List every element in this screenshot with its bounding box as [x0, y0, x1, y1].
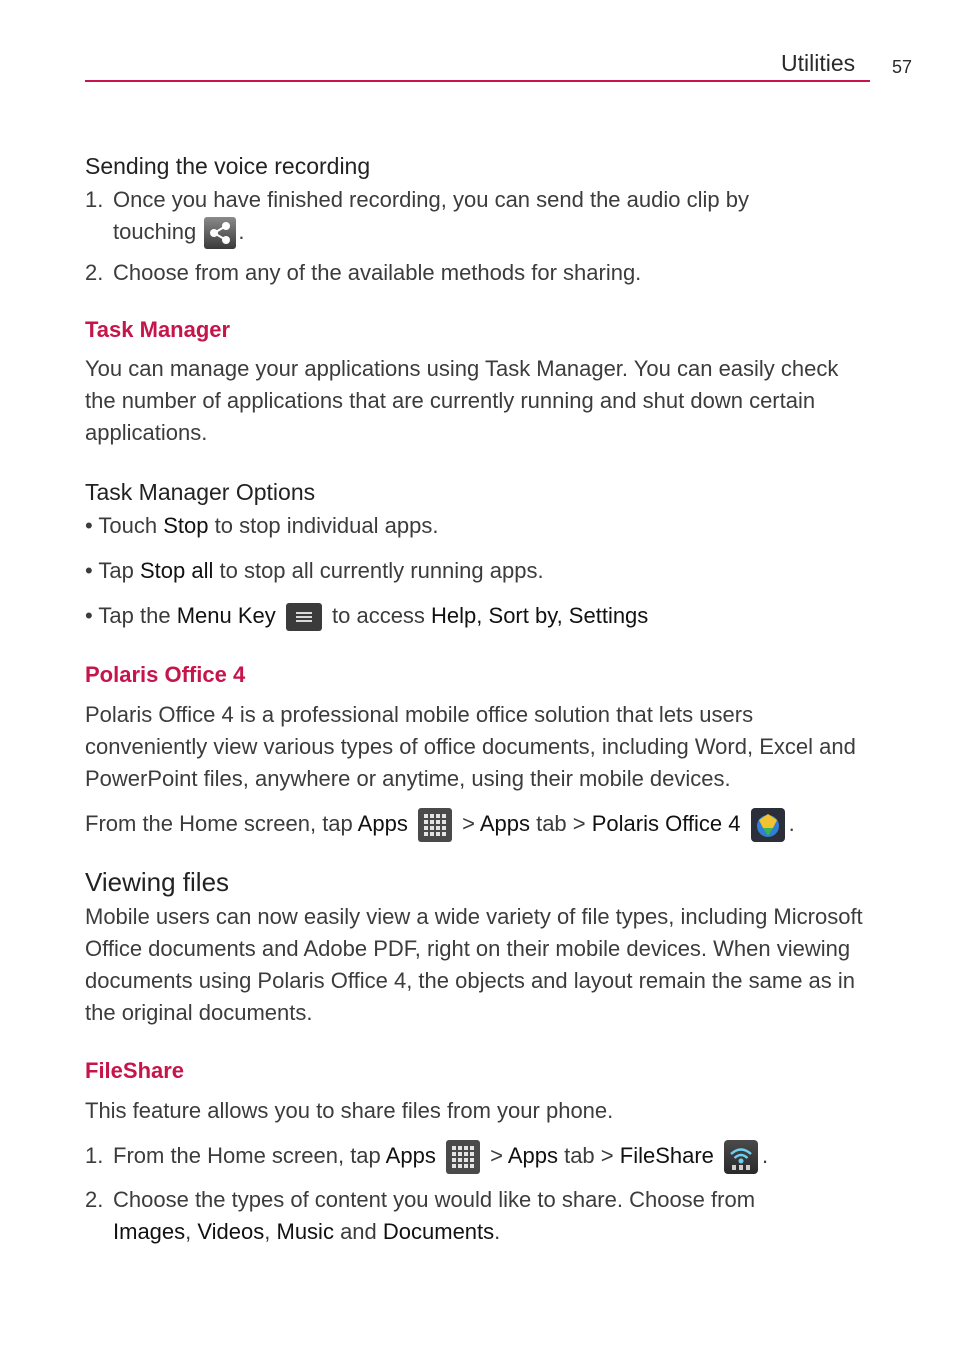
voice-step-1-text: Once you have finished recording, you can send the audio clip by — [113, 187, 749, 212]
viewing-files-body: Mobile users can now easily view a wide variety of file types, including Microsoft Office documents and Adobe PDF, right on their mobile devices. When viewing documents using Polaris Office 4, the objects and layout remain the same as in the original documents. — [85, 904, 863, 1025]
music-label: Music — [276, 1219, 334, 1244]
voice-step-2-text: Choose from any of the available methods for sharing. — [113, 260, 642, 285]
bullet-text: • Tap — [85, 558, 140, 583]
nav-text: , — [264, 1219, 277, 1244]
voice-step-1-number: 1. — [85, 187, 104, 212]
nav-text: tab > — [557, 1143, 620, 1168]
bullet-text: to access — [325, 603, 432, 628]
task-manager-body: You can manage your applications using Task Manager. You can easily check the number of applications that are currently running and shut down certain applications. — [85, 356, 839, 445]
task-option-stop-all — [85, 555, 875, 587]
voice-step-1-end: . — [238, 219, 245, 244]
menu-key-label: Menu Key — [176, 603, 276, 628]
stop-all-label: Stop all — [140, 558, 214, 583]
nav-text: . — [762, 1143, 769, 1168]
fileshare-label: FileShare — [619, 1143, 714, 1168]
stop-label: Stop — [163, 513, 209, 538]
nav-text: . — [494, 1219, 501, 1244]
viewing-files-heading: Viewing files — [85, 867, 230, 897]
nav-text: From the Home screen, tap — [113, 1143, 386, 1168]
fileshare-body: This feature allows you to share files from your phone. — [85, 1098, 614, 1123]
polaris-office-icon — [751, 808, 785, 842]
nav-text: , — [185, 1219, 198, 1244]
apps-grid-icon — [446, 1140, 480, 1174]
task-manager-options-heading: Task Manager Options — [85, 479, 316, 505]
apps-grid-icon — [418, 808, 452, 842]
apps-label: Apps — [385, 1143, 436, 1168]
bullet-text: • Touch — [85, 513, 164, 538]
voice-step-1 — [85, 184, 875, 249]
polaris-office-body: Polaris Office 4 is a professional mobile office solution that lets users conveniently view various types of office documents, including Word, Excel and PowerPoint files, anywhere or anytime, using their mobile devices. — [85, 702, 856, 791]
menu-key-icon — [286, 603, 322, 631]
nav-text: . — [788, 811, 795, 836]
page-number: 57 — [892, 57, 913, 77]
voice-step-1-touching: touching — [113, 219, 197, 244]
fileshare-step-1 — [85, 1140, 875, 1174]
fileshare-step-2-text: Choose the types of content you would like to share. Choose from — [113, 1187, 756, 1212]
apps-tab-label: Apps — [507, 1143, 558, 1168]
nav-text: > — [483, 1143, 508, 1168]
bullet-text: to stop all currently running apps. — [213, 558, 544, 583]
polaris-office-label: Polaris Office 4 — [591, 811, 741, 836]
voice-step-2-number: 2. — [85, 260, 104, 285]
nav-text: and — [333, 1219, 383, 1244]
bullet-text: to stop individual apps. — [208, 513, 439, 538]
fileshare-step-1-number: 1. — [85, 1143, 104, 1168]
menu-options-label: Help, Sort by, Settings — [431, 603, 649, 628]
task-option-menu-key — [85, 600, 875, 632]
voice-recording-heading: Sending the voice recording — [85, 153, 371, 179]
fileshare-step-2 — [85, 1184, 875, 1248]
running-header-title: Utilities — [781, 50, 856, 76]
fileshare-step-2-number: 2. — [85, 1187, 104, 1212]
apps-tab-label: Apps — [479, 811, 530, 836]
bullet-text: • Tap the — [85, 603, 177, 628]
nav-text: > — [455, 811, 480, 836]
fileshare-heading: FileShare — [85, 1058, 185, 1083]
apps-label: Apps — [357, 811, 408, 836]
fileshare-wifi-icon — [724, 1140, 758, 1174]
images-label: Images — [113, 1219, 186, 1244]
header-rule — [85, 80, 870, 82]
task-option-stop — [85, 510, 875, 542]
voice-step-2 — [85, 257, 875, 289]
polaris-office-heading: Polaris Office 4 — [85, 662, 246, 687]
videos-label: Videos — [197, 1219, 265, 1244]
polaris-nav-instruction — [85, 808, 875, 842]
nav-text: From the Home screen, tap — [85, 811, 358, 836]
nav-text: tab > — [529, 811, 592, 836]
share-icon — [204, 217, 236, 249]
documents-label: Documents — [382, 1219, 495, 1244]
task-manager-heading: Task Manager — [85, 317, 231, 342]
